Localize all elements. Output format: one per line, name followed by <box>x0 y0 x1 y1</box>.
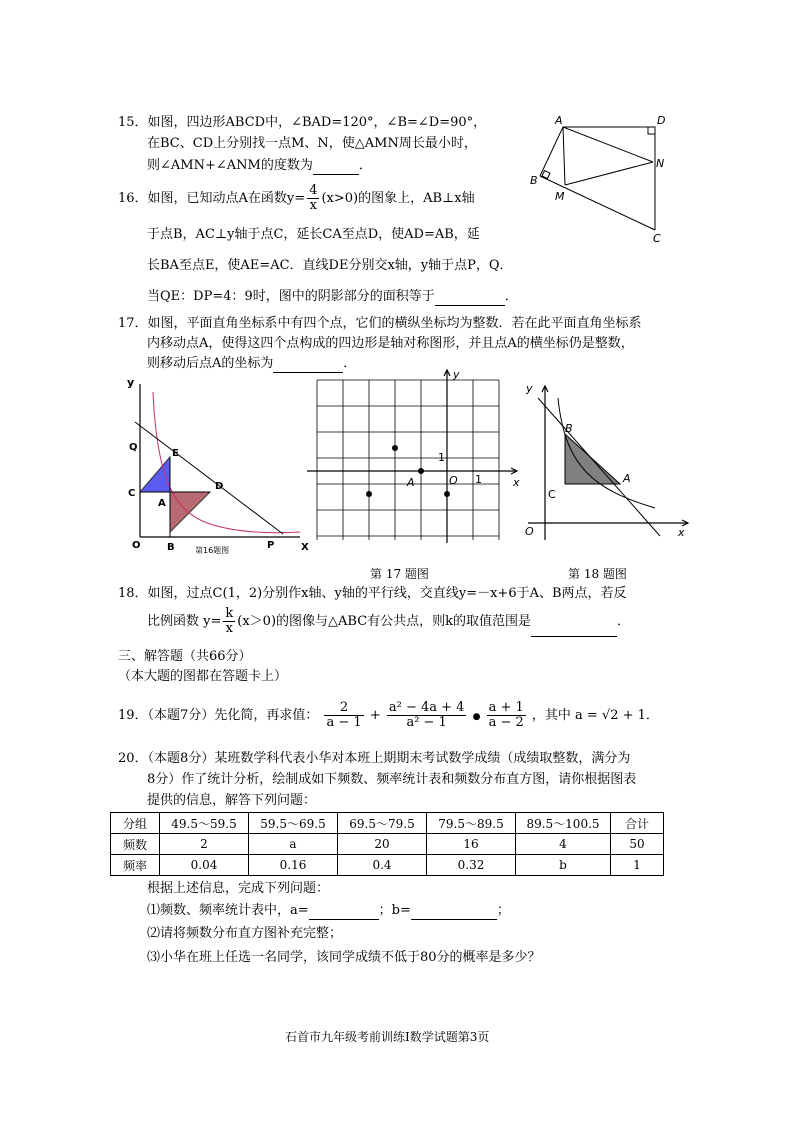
table-cell: 16 <box>427 834 516 855</box>
grid <box>317 380 499 540</box>
q20-line2: 8分）作了统计分析，绘制成如下频数、频率统计表和频数分布直方图，请你根据图表 <box>147 772 637 787</box>
page-footer: 石首市九年级考前训练Ⅰ数学试题第3页 <box>285 1030 490 1044</box>
q16-line4: 当QE：DP=4：9时，图中的阴影部分的面积等于 ． <box>147 289 518 304</box>
label-A: A <box>158 498 166 509</box>
line-ab <box>538 398 660 536</box>
fraction: $\frac{k}{x}$ <box>225 606 234 636</box>
q20-sub2: ⑵请将频数分布直方图补充完整； <box>147 926 343 941</box>
q16-line3: 长BA至点E，使AE=AC．直线DE分别交x轴，y轴于点P，Q． <box>147 258 513 273</box>
q17-line1: 17．如图，平面直角坐标系中有四个点，它们的横纵坐标均为整数．若在此平面直角坐标系 <box>118 316 642 331</box>
q17-figure <box>305 368 525 548</box>
label-O: O <box>449 474 458 487</box>
q19-line: 19．（本题7分）先化简，再求值： $\frac{2}{a - 1}$ + $\frac{\text{a² − 4a + 4}}{\text{a² − 1}}$ ● $\frac{a + 1}{a - 2}$ ，其中 a = √2 + 1． <box>118 700 659 730</box>
table-header: 79.5～89.5 <box>427 813 516 834</box>
label-B: B <box>565 422 573 435</box>
fraction: $\frac{4}{x}$ <box>309 183 318 213</box>
table-cell: a <box>249 834 338 855</box>
table-header: 89.5～100.5 <box>516 813 611 834</box>
table-header: 59.5～69.5 <box>249 813 338 834</box>
table-cell: 20 <box>338 834 427 855</box>
answer-blank <box>435 291 505 306</box>
table-row <box>111 834 664 855</box>
point-A <box>418 468 424 474</box>
table-cell: 0.4 <box>338 855 427 876</box>
q17-caption: 第 17 题图 <box>370 567 429 581</box>
q20-line3: 提供的信息，解答下列问题： <box>147 793 317 808</box>
table-cell: 频数 <box>111 834 160 855</box>
fraction-1: $\frac{2}{a - 1}$ <box>326 700 362 730</box>
label-x: x <box>513 476 520 489</box>
label-O: O <box>132 540 141 551</box>
table-header-row <box>111 813 664 834</box>
q20-after: 根据上述信息，完成下列问题： <box>147 881 330 896</box>
label-N: N <box>656 157 665 170</box>
q16-line1: 16．如图，已知动点A在函数y= $\frac{4}{x}$ (x>0)的图象上，AB⊥x轴 <box>118 183 475 213</box>
q16-line2: 于点B，AC⊥y轴于点C，延长CA至点D，使AD=AB，延 <box>147 227 480 242</box>
q18-caption: 第 18 题图 <box>568 567 627 581</box>
label-P: P <box>267 540 275 551</box>
label-D: D <box>215 481 224 492</box>
table-header: 分组 <box>111 813 160 834</box>
q16-figure <box>115 372 315 557</box>
label-Q: Q <box>129 442 138 453</box>
table-cell: b <box>516 855 611 876</box>
q20-sub1: ⑴频数、频率统计表中，a= ；b= ； <box>147 903 510 918</box>
table-cell: 2 <box>160 834 249 855</box>
q18-line2: 比例函数 y= $\frac{k}{x}$ (x＞0)的图像与△ABC有公共点，则k的取值范围是 ． <box>147 606 631 636</box>
label-D: D <box>657 114 666 127</box>
table-header: 合计 <box>611 813 664 834</box>
answer-blank <box>313 160 359 175</box>
label-E: E <box>172 448 179 459</box>
table-cell: 1 <box>611 855 664 876</box>
label-y: y <box>526 382 533 395</box>
label-A: A <box>555 114 563 127</box>
answer-blank-a <box>309 905 379 920</box>
answer-blank-b <box>411 905 497 920</box>
section-note: （本大题的图都在答题卡上） <box>118 669 288 684</box>
section-title: 三、解答题（共66分） <box>118 649 252 664</box>
label-x: x <box>678 526 685 539</box>
label-A: A <box>407 476 415 489</box>
answer-blank <box>531 622 617 637</box>
table-cell: 0.16 <box>249 855 338 876</box>
table-header: 49.5～59.5 <box>160 813 249 834</box>
q20-line1: 20．（本题8分）某班数学科代表小华对本班上期期末考试数学成绩（成绩取整数，满分为 <box>118 751 631 766</box>
label-C: C <box>653 232 661 245</box>
point <box>392 445 398 451</box>
label-1y: 1 <box>438 451 445 464</box>
label-X: X <box>301 542 309 553</box>
q15-line1: 15．如图，四边形ABCD中，∠BAD=120°，∠B=∠D=90°， <box>118 115 487 130</box>
q18-figure <box>520 378 695 548</box>
label-y: y <box>453 368 460 381</box>
table-header: 69.5～79.5 <box>338 813 427 834</box>
q17-line2: 内移动点A，使得这四个点构成的四边形是轴对称图形，并且点A的横坐标仍是整数， <box>147 336 634 351</box>
q15-figure <box>525 112 675 247</box>
frequency-table <box>110 812 664 876</box>
table-cell: 4 <box>516 834 611 855</box>
label-C: C <box>128 488 136 499</box>
table-cell: 频率 <box>111 855 160 876</box>
label-y: y <box>127 376 135 389</box>
fraction-2: $\frac{\text{a² − 4a + 4}}{\text{a² − 1}}$ <box>388 700 465 730</box>
label-1x: 1 <box>475 473 482 486</box>
hyperbola-curve <box>558 398 655 508</box>
shade-blue-triangle <box>140 457 170 492</box>
table-cell: 0.04 <box>160 855 249 876</box>
q15-line3: 则∠AMN+∠ANM的度数为 ． <box>147 158 372 173</box>
label-M: M <box>555 190 565 203</box>
label-B: B <box>530 174 538 187</box>
q17-line3: 则移动后点A的坐标为 ． <box>147 356 357 371</box>
label-O: O <box>525 525 534 538</box>
label-B: B <box>167 542 175 553</box>
label-C: C <box>548 488 556 501</box>
table-cell: 50 <box>611 834 664 855</box>
fig-caption: 第16题图 <box>195 546 230 555</box>
q20-sub3: ⑶小华在班上任选一名同学，该同学成绩不低于80分的概率是多少？ <box>147 950 541 965</box>
point <box>366 491 372 497</box>
q15-line2: 在BC、CD上分别找一点M、N，使△AMN周长最小时， <box>147 136 477 151</box>
fraction-3: $\frac{a + 1}{a - 2}$ <box>488 700 524 730</box>
q18-line1: 18．如图，过点C(1，2)分别作x轴、y轴的平行线，交直线y=－x+6于A、B两点，若反 <box>118 586 627 601</box>
table-cell: 0.32 <box>427 855 516 876</box>
point <box>444 491 450 497</box>
table-row <box>111 855 664 876</box>
label-A: A <box>623 472 631 485</box>
